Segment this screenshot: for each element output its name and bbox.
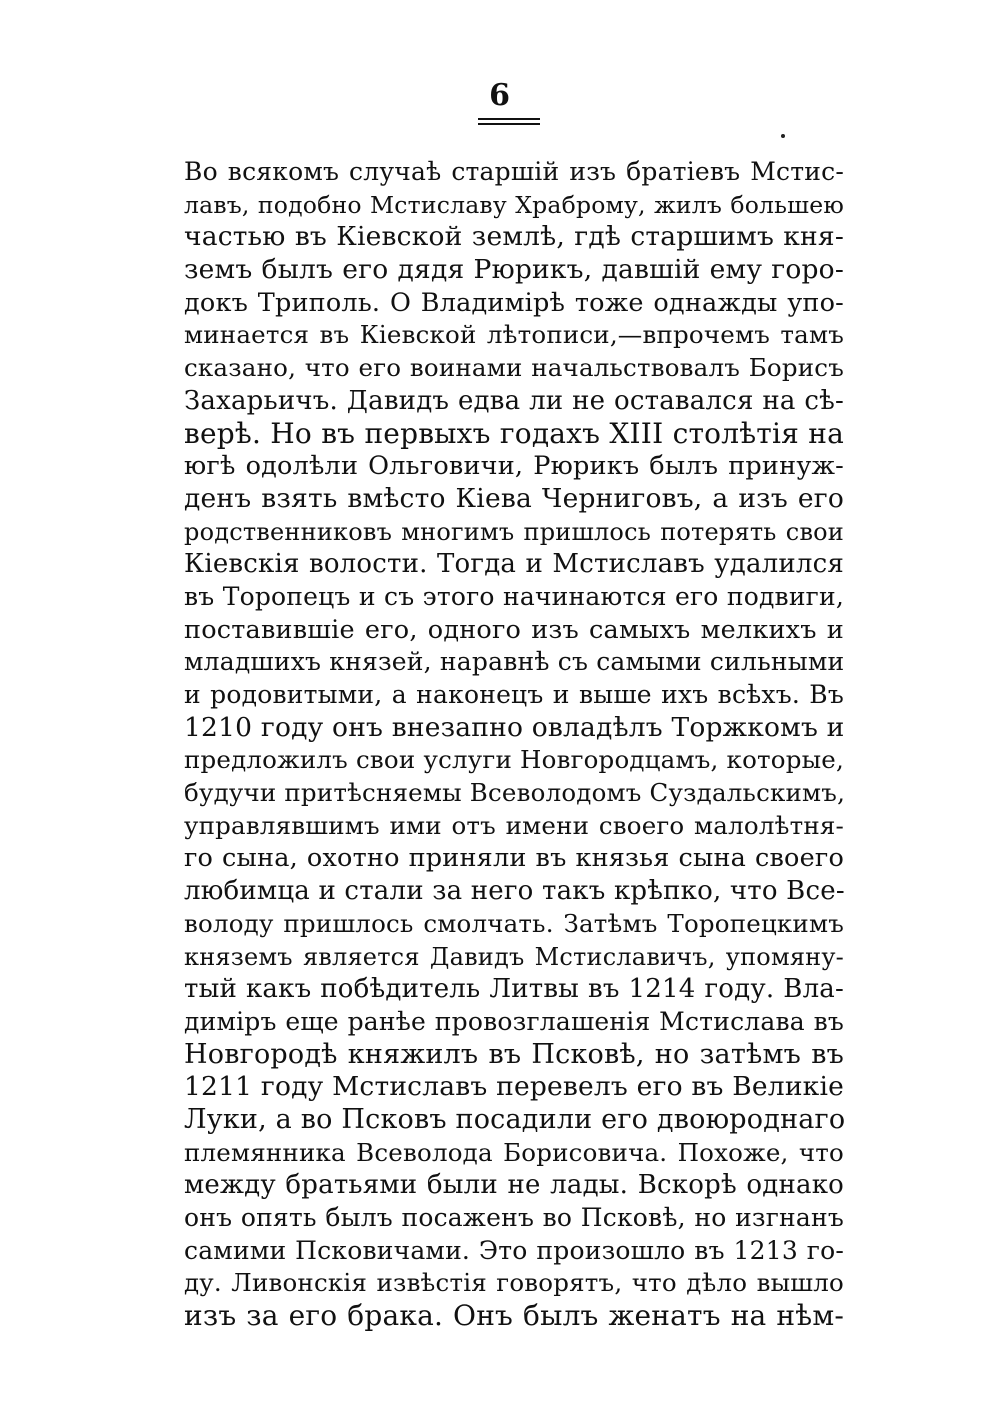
text-line: поставившіе его, одного изъ самыхъ мелкихъ и	[184, 614, 844, 645]
text-line: Кіевскія волости. Тогда и Мстиславъ удалился	[184, 549, 844, 580]
text-line: денъ взять вмѣсто Кіева Черниговъ, а изъ его	[184, 482, 844, 514]
text-line: въ Торопецъ и съ этого начинаются его подвиги,	[184, 581, 844, 611]
text-line: диміръ еще ранѣе провозглашенія Мстислава въ	[184, 1006, 844, 1036]
text-line: предложилъ свои услуги Новгородцамъ, которые,	[184, 745, 844, 775]
text-line: будучи притѣсняемы Всеволодомъ Суздальскимъ,	[184, 778, 846, 808]
text-line: княземъ является Давидъ Мстиславичъ, упомяну-	[184, 942, 844, 971]
text-line: младшихъ князей, наравнѣ съ самыми сильными	[184, 647, 845, 677]
body-text	[184, 156, 844, 1333]
text-line: управлявшимъ ими отъ имени своего малолѣтня-	[184, 810, 844, 840]
text-line: Во всякомъ случаѣ старшій изъ братiевъ Мстис-	[184, 157, 844, 186]
text-line: го сына, охотно приняли въ князья сына своего	[184, 843, 844, 874]
text-line: онъ опять былъ посаженъ во Псковѣ, но изгнанъ	[184, 1203, 844, 1232]
page-number-rule-top	[478, 118, 540, 120]
text-line: родственниковъ многимъ пришлось потерять свои	[184, 517, 844, 546]
text-line: Новгородѣ княжилъ въ Псковѣ, но затѣмъ въ	[184, 1038, 844, 1070]
text-line: между братьями были не лады. Вскорѣ однако	[184, 1170, 844, 1201]
text-line: племянника Всеволода Борисовича. Похоже, что	[184, 1137, 844, 1167]
page-number: 6	[489, 78, 511, 113]
text-line: и родовитыми, а наконецъ и выше ихъ всѣхъ. Въ	[184, 680, 844, 709]
text-line: любимца и стали за него такъ крѣпко, что Все-	[184, 876, 845, 907]
text-line: лавъ, подобно Мстиславу Храброму, жилъ большею	[184, 190, 844, 219]
text-line: минается въ Кіевской лѣтописи,—впрочемъ тамъ	[184, 320, 844, 350]
text-line: сказано, что его воинами начальствовалъ Борисъ	[184, 353, 844, 383]
text-line: докъ Триполь. О Владимірѣ тоже однажды упо-	[184, 287, 844, 318]
text-line: верѣ. Но въ первыхъ годахъ XIII столѣтія на	[184, 416, 844, 450]
text-line: частью въ Кіевской землѣ, гдѣ старшимъ кня-	[184, 221, 844, 253]
text-line: 1211 году Мстиславъ перевелъ его въ Великіе	[184, 1071, 844, 1103]
text-line: тый какъ побѣдитель Литвы въ 1214 году. Вла-	[184, 974, 844, 1005]
text-line: Луки, а во Псковъ посадили его двоюроднаго	[184, 1103, 846, 1135]
text-line: 1210 году онъ внезапно овладѣлъ Торжкомъ и	[184, 711, 845, 743]
page-number-rule-bottom	[478, 123, 540, 125]
text-line: югѣ одолѣли Ольговичи, Рюрикъ былъ принуж-	[184, 451, 844, 482]
text-line: самими Псковичами. Это произошло въ 1213 го-	[184, 1235, 844, 1265]
text-line: володу пришлось смолчать. Затѣмъ Торопецкимъ	[184, 908, 844, 938]
text-line: изъ за его брака. Онъ былъ женатъ на нѣм-	[184, 1299, 844, 1333]
text-line: земъ былъ его дядя Рюрикъ, давшій ему горо-	[184, 254, 844, 286]
text-line: Захарьичъ. Давидъ едва ли не оставался на сѣ-	[184, 385, 844, 416]
ink-speck	[781, 134, 785, 138]
text-line: ду. Ливонскія извѣстія говорятъ, что дѣло вышло	[184, 1268, 844, 1298]
